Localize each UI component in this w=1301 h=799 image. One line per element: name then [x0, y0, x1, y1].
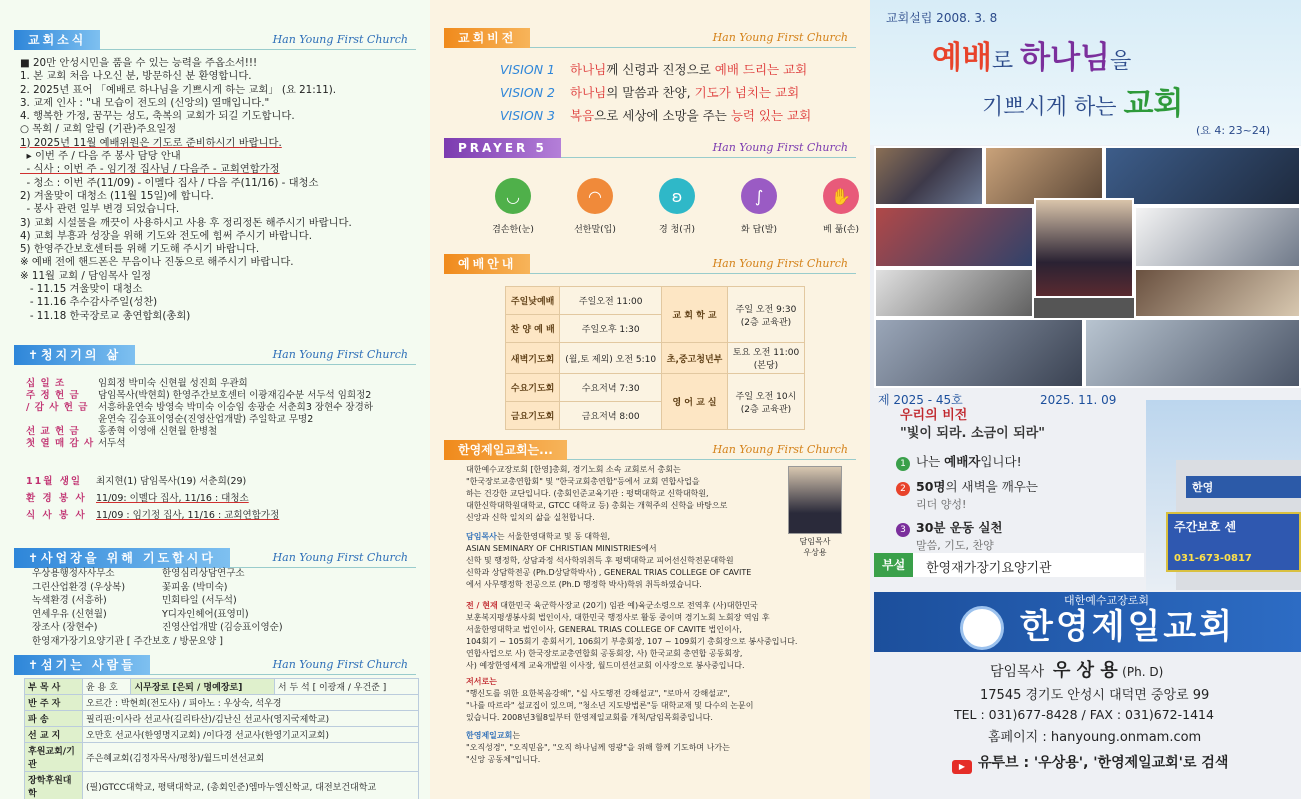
vision-row [500, 58, 811, 81]
intro-line [466, 512, 727, 524]
serve-row [25, 695, 419, 711]
worship-v0: 주일오전 11:00 [560, 287, 662, 315]
intro-text: 하는 건강한 교단입니다. (총회인준교육기관 : 평택대학교 신학대학원, [466, 489, 709, 498]
goal-number-icon: 1 [896, 457, 910, 471]
daycare-sign-phone: 031-673-0817 [1174, 553, 1252, 564]
duty-list [26, 473, 279, 524]
goal-text: 입니다! [980, 454, 1022, 469]
duty-value: 11/09 : 임기정 집사, 11/16 : 교회연합가정 [96, 510, 280, 521]
news-list [20, 57, 352, 323]
denomination-emblem [960, 606, 1004, 650]
address: 17545 경기도 안성시 대덕면 중앙로 99 [980, 688, 1210, 703]
steward-row [26, 390, 373, 402]
news-line: ※ 11월 교회 / 담임목사 일정 [20, 269, 152, 282]
news-line: 3) 교회 시설물을 깨끗이 사용하시고 사용 후 정리정돈 해주시기 바랍니다. [20, 216, 352, 229]
goal-emph: 예배자 [944, 454, 981, 469]
steward-names: 서두석 [98, 438, 126, 449]
goal-item [896, 518, 1038, 553]
serve-eng: Han Young First Church [272, 658, 408, 671]
verse: (요 4: 23~24) [1196, 124, 1271, 137]
goal-number-icon: 2 [896, 482, 910, 496]
worship-v1: 주일오후 1:30 [560, 315, 662, 343]
prayer5-label: 선한말(입) [574, 225, 616, 235]
vision-key: 복음 [570, 108, 595, 123]
news-line: ○ 목회 / 교회 알림 (기관)주요일정 [20, 123, 177, 136]
news-line: ▸ 이번 주 / 다음 주 봉사 담당 안내 [20, 150, 181, 163]
steward-row [26, 402, 373, 414]
steward-names: 서흥하윤연숙 방영숙 박미숙 이승임 송광순 서춘희3 장현수 장경하 [98, 402, 373, 413]
prayer5-label: 베 풂(손) [823, 225, 859, 235]
news-line: ※ 예배 전에 핸드폰은 무음이나 진동으로 해주시기 바랍니다. [20, 256, 294, 269]
building-photo [1146, 400, 1301, 590]
steward-key: / 감 사 헌 금 [26, 402, 89, 413]
books-line: 있습니다. 2008년3월8일부터 한영제일교회를 개척/담임목회중입니다. [466, 713, 713, 722]
prayer-item: 연세우유 (신현월) [32, 608, 107, 620]
youtube-text: 유투브 : '우상용', '한영제일교회'로 검색 [978, 755, 1229, 771]
news-line: - 청소 : 이번 주(11/09) - 이멜다 집사 / 다음 주(11/16) - 대청소 [20, 176, 319, 189]
steward-row [26, 438, 373, 450]
church-head-text: 한영제일교회 [466, 731, 513, 740]
motto-line2 [982, 78, 1183, 123]
vision-text: 의 말씀과 찬양, [606, 85, 695, 100]
pastor-text: 신학 및 행정학, 상담과정 석사학위취득 후 평택대학교 피어선신학전문대학원 [466, 556, 734, 565]
news-line: - 11.18 한국장로교 총연합회(총회) [20, 309, 191, 322]
church-line: "오직성경", "오직믿음", "오직 하나님께 영광"을 위해 함께 기도하며 나가는 [466, 743, 730, 752]
career-head: 전 / 현재 [466, 601, 498, 610]
duty-value: 11/09: 이멜다 집사, 11/16 : 대청소 [96, 493, 249, 504]
duty-row [26, 507, 279, 524]
church-head [466, 730, 730, 742]
prayer-item: 우상용행정사사무소 [32, 568, 115, 579]
serve-key: 후원교회/기관 [25, 743, 83, 772]
our-vision: 우리의 비전 [900, 408, 968, 423]
prayer-row [32, 594, 283, 608]
prayer5-label: 경 청(귀) [659, 225, 695, 235]
motto-worship: 예배 [932, 40, 992, 76]
news-line: - 11.15 겨울맞이 대청소 [20, 283, 143, 296]
mouth-icon: ◠ [577, 178, 613, 214]
prayer5-item [736, 178, 782, 235]
steward-names: 담임목사(박현희) 한영주간보호센터 이광재김수분 서두석 임희정2 [98, 390, 372, 401]
news-line: 1. 본 교회 처음 나오신 분, 방문하신 분 환영합니다. [20, 70, 252, 83]
news-line: 4. 행복한 가정, 꿈꾸는 성도, 축복의 교회가 되길 기도합니다. [20, 110, 295, 123]
prayer-title: ✝사업장을 위해 기도합시다 [14, 548, 230, 568]
worship-k2-0: 교 회 학 교 [662, 287, 728, 343]
pastor-line [990, 660, 1164, 681]
prayer-item: Y디자인헤어(표영미) [162, 608, 249, 620]
career-line [466, 648, 797, 660]
vision-title: 교회비전 [444, 28, 530, 48]
pastor-name: 우 상 용 [1053, 660, 1118, 681]
intro-header [444, 440, 856, 460]
serve-key: 부 목 사 [25, 679, 83, 695]
vision-key: 하나님 [570, 62, 607, 77]
worship-k0: 주일낮예배 [506, 287, 560, 315]
steward-title: ✝청지기의 삶 [14, 345, 135, 365]
news-line: 2. 2025년 표어 「예배로 하나님을 기쁘시게 하는 교회」 (요 21:11). [20, 83, 337, 96]
prayer-item: 한영재가장기요양기관 [ 주간보호 / 방문요양 ] [32, 635, 223, 647]
duty-row [26, 473, 279, 490]
steward-names: 윤연숙 김승표이영순(진영산업개발) 주일학교 무명2 [98, 414, 314, 425]
goal-text: 나는 [916, 454, 945, 469]
intro-text: 신앙과 신학 일치의 삶을 실천합니다. [466, 513, 595, 522]
prayer5-label: 화 답(발) [741, 225, 777, 235]
worship-v2: (월,토 제외) 오전 5:10 [560, 343, 662, 374]
intro-text: "한국장로교총연합회" 및 "한국교회총연합"등에서 교회 연합사업을 [466, 477, 700, 486]
steward-names: 임희정 박미숙 신현월 성진희 우관희 [98, 378, 248, 389]
steward-key: 십 일 조 [26, 378, 66, 389]
pastor-head: 담임목사 [466, 532, 497, 541]
books-text [466, 676, 753, 724]
daycare-sign-text: 주간보호 센 [1174, 520, 1237, 534]
vision-emph: 기도가 넘치는 교회 [694, 85, 800, 100]
duty-row [26, 490, 279, 507]
career-line [466, 636, 797, 648]
career-line [466, 624, 797, 636]
pastor-line [466, 531, 751, 543]
career-text: 보훈복지평생봉사회 법인이사, 대한민국 행정사로 활동 중이며 경기노회 노회장 역임 후 [466, 613, 770, 622]
news-line: - 11.16 추수감사주일(성찬) [20, 296, 158, 309]
slogan: "빛이 되라. 소금이 되라" [900, 426, 1046, 441]
news-line: 2) 겨울맞이 대청소 (11월 15일)에 합니다. [20, 189, 214, 202]
issue-number: 제 2025 - 45호 [878, 393, 963, 407]
church-banner [874, 592, 1301, 652]
worship-k2-2: 초,중고청년부 [662, 343, 728, 374]
motto-church: 교회 [1123, 86, 1184, 122]
church-text [466, 730, 730, 766]
intro-title: 한영제일교회는... [444, 440, 567, 460]
intro-line [466, 464, 727, 476]
serve-key: 파 송 [25, 711, 83, 727]
serve-value: 오르간 : 박현희(전도사) / 피아노 : 우상숙, 석우경 [83, 695, 419, 711]
news-line: 4) 교회 부흥과 성장을 위해 기도와 전도에 힘써 주시기 바랍니다. [20, 229, 312, 242]
pastor-photo [788, 466, 842, 534]
worship-k2-3: 영 어 교 실 [662, 374, 728, 430]
worship-header [444, 254, 856, 274]
goal-item [896, 452, 1038, 471]
pastor-line [466, 579, 751, 591]
steward-header [14, 345, 416, 365]
prayer-row [32, 567, 283, 581]
prayer-row [32, 635, 283, 649]
serve-value: 오만호 선교사(한영명지교회) /이다경 선교사(한영기교지교회) [83, 727, 419, 743]
serve-value: 윤 용 호 [83, 679, 131, 695]
vision-text: 으로 세상에 소망을 주는 [594, 108, 731, 123]
hand-icon: ✋ [823, 178, 859, 214]
goal-emph: 50명 [916, 479, 946, 494]
vision-text: 께 신령과 진정으로 [606, 62, 715, 77]
worship-eng: Han Young First Church [712, 257, 848, 270]
news-line: 1) 2025년 11월 예배위원은 기도로 준비하시기 바랍니다. [20, 136, 282, 149]
serve-row [25, 727, 419, 743]
prayer-list [32, 567, 283, 649]
goal-item [896, 477, 1038, 512]
career-text: 서울한영대학교 법인이사, GENERAL TRIAS COLLEGE OF CAVITE 법인이사, [466, 625, 742, 634]
issue-date: 2025. 11. 09 [1040, 393, 1117, 407]
serve-title: ✝섬기는 사람들 [14, 655, 150, 675]
serve-value: 필리핀:이사라 선교사(길리타산)/김난신 선교사(영지국제학교) [83, 711, 419, 727]
tel-fax: TEL : 031)677-8428 / FAX : 031)672-1414 [954, 707, 1214, 722]
worship-v2-3: 주일 오전 10시 (2층 교육관) [728, 374, 805, 430]
news-line: - 식사 : 이번 주 - 임기정 집사님 / 다음주 - 교회연합가정 [20, 163, 280, 176]
motto-ro: 로 [991, 49, 1021, 74]
serve-value: (필)GTCC대학교, 평택대학교, (총회인준)엠마누엘신학교, 대전보건대학교 [83, 772, 419, 799]
prayer5-item [654, 178, 700, 235]
vision-number: VISION 3 [500, 108, 555, 123]
vision-number: VISION 1 [500, 62, 555, 77]
worship-k2: 새벽기도회 [506, 343, 560, 374]
serve-key: 장학후원대학 [25, 772, 83, 799]
vision-number: VISION 2 [500, 85, 555, 100]
prayer5-item [818, 178, 864, 235]
duty-value: 최지현(1) 담임목사(19) 서춘희(29) [96, 476, 247, 487]
books-line: "행신도를 위한 요한복음강해", "십 사도행전 강해설교", "로마서 강해설교", [466, 689, 730, 698]
annex-tag: 부설 [874, 553, 913, 577]
intro-line [466, 500, 727, 512]
intro-text [466, 464, 727, 524]
serve-value: 주은혜교회(김정자목사/평창)/월드미션선교회 [83, 743, 419, 772]
prayer-item: 민회타일 (서두석) [162, 595, 237, 607]
pastor-text: ASIAN SEMINARY OF CHRISTIAN MINISTRIES에서 [466, 544, 657, 553]
intro-text: 대한신학대학원대학교, GTCC 대학교 등) 총회는 개혁주의 신학을 바탕으로 [466, 501, 728, 510]
steward-names: 홍종혁 이영애 신현월 한병철 [98, 426, 218, 437]
steward-key: 선 교 헌 금 [26, 426, 80, 437]
prayer-eng: Han Young First Church [272, 551, 408, 564]
serve-row [25, 772, 419, 799]
serve-value2: 서 두 석 [ 이광재 / 우건준 ] [274, 679, 418, 695]
building-sign: 한영 [1186, 476, 1301, 498]
prayer5-header [444, 138, 856, 158]
career-text [466, 600, 797, 672]
motto-please: 기쁘시게 하는 [982, 95, 1124, 120]
serve-key: 선 교 지 [25, 727, 83, 743]
worship-v2-2: 토요 오전 11:00 (본당) [728, 343, 805, 374]
vision-header [444, 28, 856, 48]
pastor-line [466, 555, 751, 567]
books-line: "나를 따르라" 설교집이 있으며, "청소년 지도방법론"등 대학교재 및 다수의 논문이 [466, 701, 754, 710]
vision-row [500, 81, 811, 104]
left-panel [0, 0, 430, 799]
pastor-text: 신학과 상담학전공 (Ph.D상담학박사) , GENERAL TRIAS COLLEGE OF CAVITE [466, 568, 752, 577]
intro-text: 대한예수교장로회 [한영]총회, 경기노회 소속 교회로서 총회는 [466, 465, 681, 474]
annex-bar [874, 553, 1144, 577]
duty-key: 11월 생일 [26, 476, 83, 487]
church-name: 한영제일교회 [1020, 607, 1236, 647]
prayer5-label: 겸손한(눈) [492, 225, 534, 235]
steward-key: 주 정 헌 금 [26, 390, 80, 401]
goal-sub: 말씀, 기도, 찬양 [916, 539, 994, 552]
annex-name: 한영재가장기요양기관 [926, 561, 1052, 576]
news-header [14, 30, 416, 50]
prayer-row [32, 581, 283, 595]
intro-line [466, 488, 727, 500]
steward-list [26, 378, 373, 450]
news-title: 교회소식 [14, 30, 100, 50]
news-line: ■ 20만 안성시민을 품을 수 있는 능력을 주옵소서!!! [20, 57, 258, 69]
career-text: 연합사업으로 사) 한국장로교총연합회 공동회장, 사) 한국교회 총연합 공동회장, [466, 649, 743, 658]
prayer-item: 진영산업개발 (김승표이영순) [162, 622, 283, 634]
steward-row [26, 414, 373, 426]
steward-key: 첫 열 매 감 사 [26, 438, 95, 449]
worship-k3: 수요기도회 [506, 374, 560, 402]
youtube-icon: ▶ [952, 760, 972, 774]
worship-v2-0: 주일 오전 9:30 (2층 교육관) [728, 287, 805, 343]
career-text: 사) 예장한영세계 교육개발원 이사장, 월드미션선교회 이사장으로 봉사중입니다. [466, 661, 745, 670]
right-panel [870, 0, 1301, 799]
middle-panel [430, 0, 870, 799]
pastor-text: 에서 사무행정학 전공으로 (Ph.D 행정학 박사)학위 취득하였습니다. [466, 580, 702, 589]
career-line [466, 612, 797, 624]
pastor-degree: (Ph. D) [1122, 665, 1164, 679]
founded-date: 교회설립 2008. 3. 8 [886, 11, 998, 25]
news-eng: Han Young First Church [272, 33, 408, 46]
worship-v4: 금요저녁 8:00 [560, 402, 662, 430]
goal-text: 의 새벽을 깨우는 [945, 479, 1038, 494]
pastor-label: 담임목사 [990, 664, 1045, 680]
prayer5-item [490, 178, 536, 235]
smile-icon: ◡ [495, 178, 531, 214]
steward-row [26, 378, 373, 390]
vision-emph: 능력 있는 교회 [730, 108, 812, 123]
daycare-sign [1166, 512, 1301, 572]
duty-key: 식 사 봉 사 [26, 510, 87, 521]
prayer5-eng: Han Young First Church [712, 141, 848, 154]
worship-v3: 수요저녁 7:30 [560, 374, 662, 402]
prayer-row [32, 621, 283, 635]
prayer-item: 꽃피움 (박미숙) [162, 581, 228, 593]
serve-key2: 시무장로 [은퇴 / 명예장로] [131, 679, 274, 695]
serve-row [25, 743, 419, 772]
vision-row [500, 104, 811, 127]
career-line [466, 600, 797, 612]
duty-key: 환 경 봉 사 [26, 493, 87, 504]
vision-emph: 예배 드리는 교회 [714, 62, 808, 77]
vision-key: 하나님 [570, 85, 607, 100]
pastor-line [466, 567, 751, 579]
career-text: 대한민국 육군학사장교 (20기) 임관 예)육군소령으로 전역후 (사)대한민국 [497, 601, 758, 610]
prayer-item: 장조사 (장현수) [32, 622, 98, 634]
goal-list [896, 452, 1038, 559]
prayer-row [32, 608, 283, 622]
foot-icon: ∫ [741, 178, 777, 214]
prayer5-item [572, 178, 618, 235]
serve-key: 반 주 자 [25, 695, 83, 711]
vision-eng: Han Young First Church [712, 31, 848, 44]
vision-list [500, 58, 811, 127]
worship-table [505, 286, 805, 430]
worship-k1: 찬 양 예 배 [506, 315, 560, 343]
worship-title: 예배안내 [444, 254, 530, 274]
prayer-item: 한영심리상담연구소 [162, 568, 245, 579]
goal-number-icon: 3 [896, 523, 910, 537]
pastor-caption: 담임목사 우상용 [799, 537, 831, 557]
prayer-header [14, 548, 416, 568]
church-line: "신앙 공동체"입니다. [466, 755, 541, 764]
motto-god: 하나님 [1020, 40, 1110, 76]
serve-row [25, 679, 419, 695]
motto-eul: 을 [1110, 49, 1132, 74]
serve-row [25, 711, 419, 727]
serve-table [24, 678, 419, 799]
news-line: 3. 교제 인사 : "내 모습이 전도의 (신앙의) 열매입니다." [20, 96, 270, 109]
motto-line1 [932, 32, 1131, 77]
homepage: 홈페이지 : hanyoung.onmam.com [988, 730, 1202, 745]
intro-line [466, 476, 727, 488]
steward-eng: Han Young First Church [272, 348, 408, 361]
career-line [466, 660, 797, 672]
serve-header [14, 655, 416, 675]
news-line: 5) 한영주간보호센터를 위해 기도해 주시기 바랍니다. [20, 243, 260, 256]
career-text: 104회기 ~ 105회기 총회서기, 106회기 부총회장, 107 ~ 109회기 총회장으로 봉사중입니다. [466, 637, 798, 646]
denomination: 대한예수교장로회 [1064, 594, 1150, 607]
intro-eng: Han Young First Church [712, 443, 848, 456]
worship-k4: 금요기도회 [506, 402, 560, 430]
pastor-text: 는 서울한영대학교 및 동 대학원, [496, 532, 611, 541]
prayer-item: 녹색환경 (서흥하) [32, 595, 107, 607]
prayer5-title: PRAYER 5 [444, 138, 561, 158]
photo-collage [874, 146, 1301, 388]
prayer-item: 그린산업환경 (우상복) [32, 581, 126, 593]
church-line: 는 [512, 731, 521, 740]
goal-sub: 리더 양성! [916, 498, 967, 511]
pastor-line [466, 543, 751, 555]
goal-emph: 30분 운동 실천 [916, 520, 1003, 535]
news-line: - 봉사 관련 일부 변경 되었습니다. [20, 203, 180, 216]
steward-row [26, 426, 373, 438]
prayer5-icons [490, 178, 864, 235]
books-head: 저서로는 [466, 677, 497, 686]
ear-icon: ʚ [659, 178, 695, 214]
pastor-text [466, 531, 751, 591]
